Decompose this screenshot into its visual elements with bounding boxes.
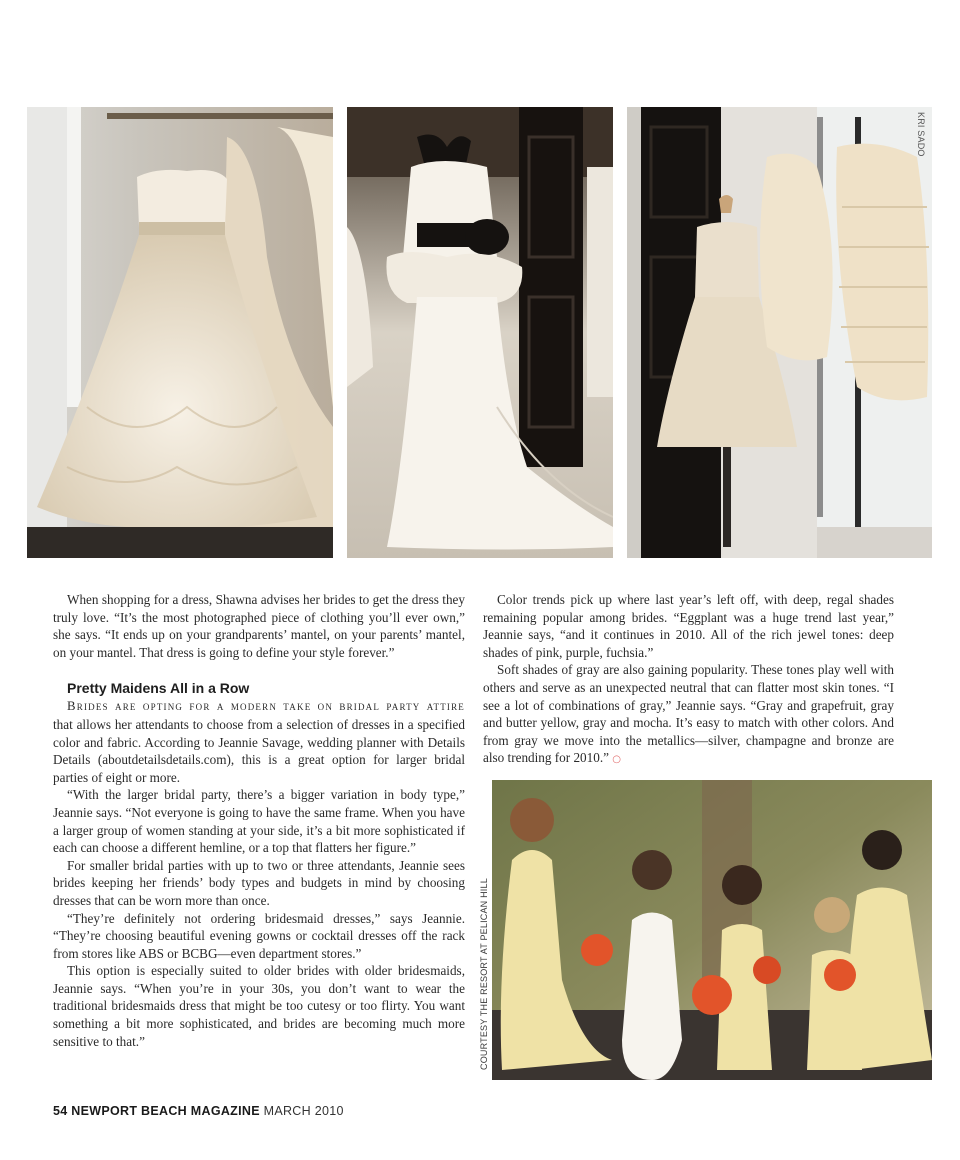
photo-credit-top: KRI SADO	[916, 112, 926, 157]
magazine-name: NEWPORT BEACH MAGAZINE	[71, 1104, 260, 1118]
issue-date: MARCH 2010	[263, 1104, 344, 1118]
paragraph: When shopping for a dress, Shawna advises her brides to get the dress they truly love. “It’s the most photographed piece of clothing you’ll ever own,” she says. “It ends up on your grandparents’ mantel, on your parents’ mantel, on your mantel. That dress is going to define your style forever.”	[53, 592, 465, 660]
photo-strapless-gown	[27, 107, 333, 558]
paragraph: “With the larger bridal party, there’s a bigger variation in body type,” Jeannie says. “Not everyone is going to have the same frame. When you have a larger group of women standing at your side, it’s a bit more sophisticated if each can choose a different hemline, or a top that flatters her figure.”	[53, 787, 465, 856]
lead-in-smallcaps: Brides are opting for a modern take on bridal party attire	[67, 699, 465, 714]
paragraph	[483, 661, 894, 769]
photo-bridal-party	[492, 780, 932, 1080]
paragraph: For smaller bridal parties with up to two or three attendants, Jeannie sees brides keeping her friends’ body types and budgets in mind by choosing dresses that can be worn more than once.	[53, 857, 465, 908]
page-folio	[53, 1104, 344, 1118]
page-number: 54	[53, 1104, 68, 1118]
end-mark-icon: ○	[612, 754, 622, 766]
paragraph: “They’re definitely not ordering bridesmaid dresses,” says Jeannie. “They’re choosing beautiful evening gowns or cocktail dresses off the rack from stores like ABS or BCBG—even department stores.”	[53, 910, 465, 961]
paragraph-text: Soft shades of gray are also gaining popularity. These tones play well with others and serve as an unexpected neutral that can flatter most skin tones. “I see a lot of combinations of gray,” Jeannie says. “Gray and grapefruit, gray and butter yellow, gray and mocha. It’s easy to match with other colors. And from gray we move into the metallics—silver, champagne and bronze are also trending for 2010.”	[483, 662, 894, 766]
paragraph: This option is especially suited to older brides with older bridesmaids, Jeannie says. “When you’re in your 30s, you don’t want to wear the traditional bridesmaids dress that might be too cutesy or too flirty. You want something a bit more sophisticated, and brides are becoming much more sensitive to that.”	[53, 963, 465, 1049]
photo-credit-bottom: COURTESY THE RESORT AT PELICAN HILL	[479, 878, 489, 1070]
paragraph-text: that allows her attendants to choose from a selection of dresses in a specified color and fabric. According to Jeannie Savage, wedding planner with Details Details (aboutdetailsdetails.com), this is a great option for larger bridal parties of eight or more.	[53, 716, 465, 785]
paragraph: Color trends pick up where last year’s left off, with deep, regal shades remaining popular among brides. “Eggplant was a huge trend last year,” Jeannie says, “and it continues in 2010. All of the rich jewel tones: deep shades of pink, purple, fuchsia.”	[483, 592, 894, 660]
photo-black-sash-gown	[347, 107, 613, 558]
paragraph-lead	[53, 697, 465, 786]
section-subhead: Pretty Maidens All in a Row	[67, 680, 250, 697]
article-column-left	[53, 591, 465, 1050]
article-column-right	[483, 591, 894, 769]
photo-short-dresses	[627, 107, 932, 558]
